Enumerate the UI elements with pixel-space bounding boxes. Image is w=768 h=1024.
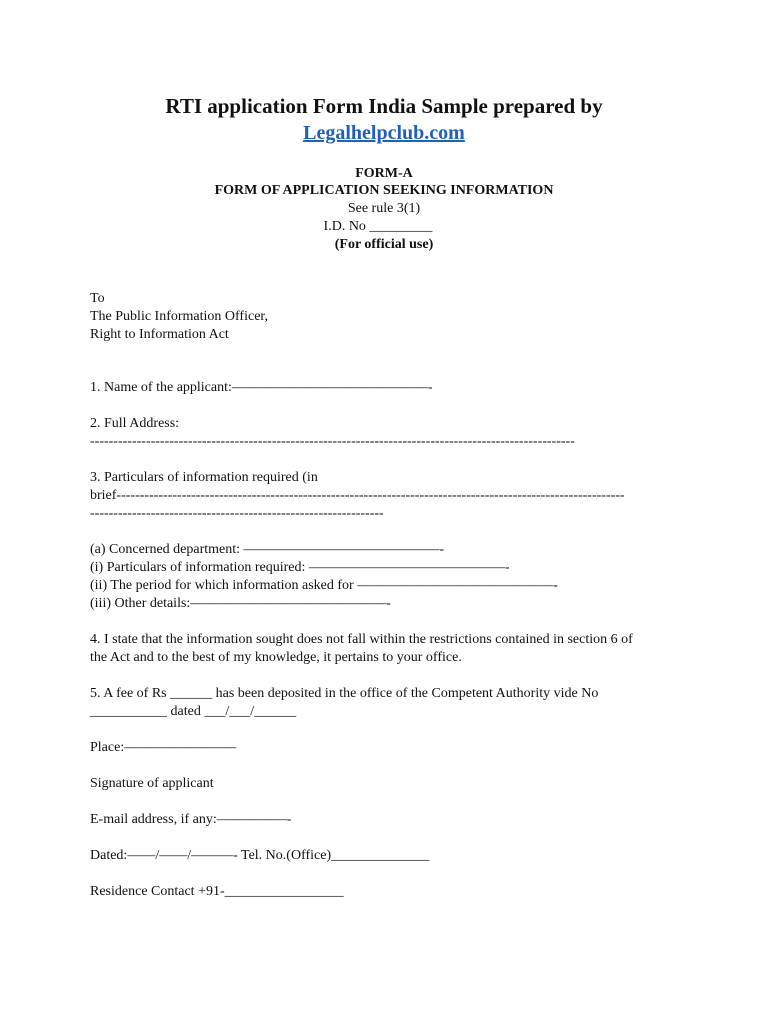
id-number: I.D. No _________ (323, 219, 433, 234)
period-line: (ii) The period for which information asked for ——————————————- (90, 578, 558, 593)
statement-line-1: 4. I state that the information sought does not fall within the restrictions contained in section 6 of (90, 632, 633, 647)
document-title: RTI application Form India Sample prepared by (165, 94, 603, 118)
rule-reference: See rule 3(1) (347, 201, 421, 216)
particulars-line-1: 3. Particulars of information required (in (90, 470, 318, 485)
address-act: Right to Information Act (90, 327, 229, 342)
email-line: E-mail address, if any:—————- (90, 812, 292, 827)
particulars-required-line: (i) Particulars of information required: ——————————————- (90, 560, 510, 575)
address-officer: The Public Information Officer, (90, 309, 269, 324)
form-subtitle: FORM OF APPLICATION SEEKING INFORMATION (214, 183, 554, 198)
other-details-line: (iii) Other details:——————————————- (90, 596, 391, 611)
official-use-note: (For official use) (334, 237, 434, 252)
place-line: Place:———————— (90, 740, 237, 755)
dated-tel-line: Dated:——/——/———- Tel. No.(Office)______________ (90, 848, 430, 863)
applicant-name-line: 1. Name of the applicant:——————————————- (90, 380, 433, 395)
particulars-line-3: --------------------------------------------------------------- (90, 506, 384, 521)
address-dash-line: -------------------------------------------------------------------------------------------------------- (90, 434, 575, 449)
fee-line-2: ___________ dated ___/___/______ (90, 704, 297, 719)
site-link[interactable]: Legalhelpclub.com (303, 122, 465, 144)
statement-line-2: the Act and to the best of my knowledge, it pertains to your office. (90, 650, 462, 665)
concerned-department-line: (a) Concerned department: ——————————————- (90, 542, 445, 557)
full-address-label: 2. Full Address: (90, 416, 180, 431)
fee-line-1: 5. A fee of Rs ______ has been deposited in the office of the Competent Authority vide No (90, 686, 599, 701)
residence-contact-line: Residence Contact +91-_________________ (90, 884, 344, 899)
form-name: FORM-A (355, 166, 413, 181)
signature-label: Signature of applicant (90, 776, 214, 791)
particulars-line-2: brief------------------------------------------------------------------------------------------------------------- (90, 488, 625, 503)
address-to: To (90, 291, 105, 306)
